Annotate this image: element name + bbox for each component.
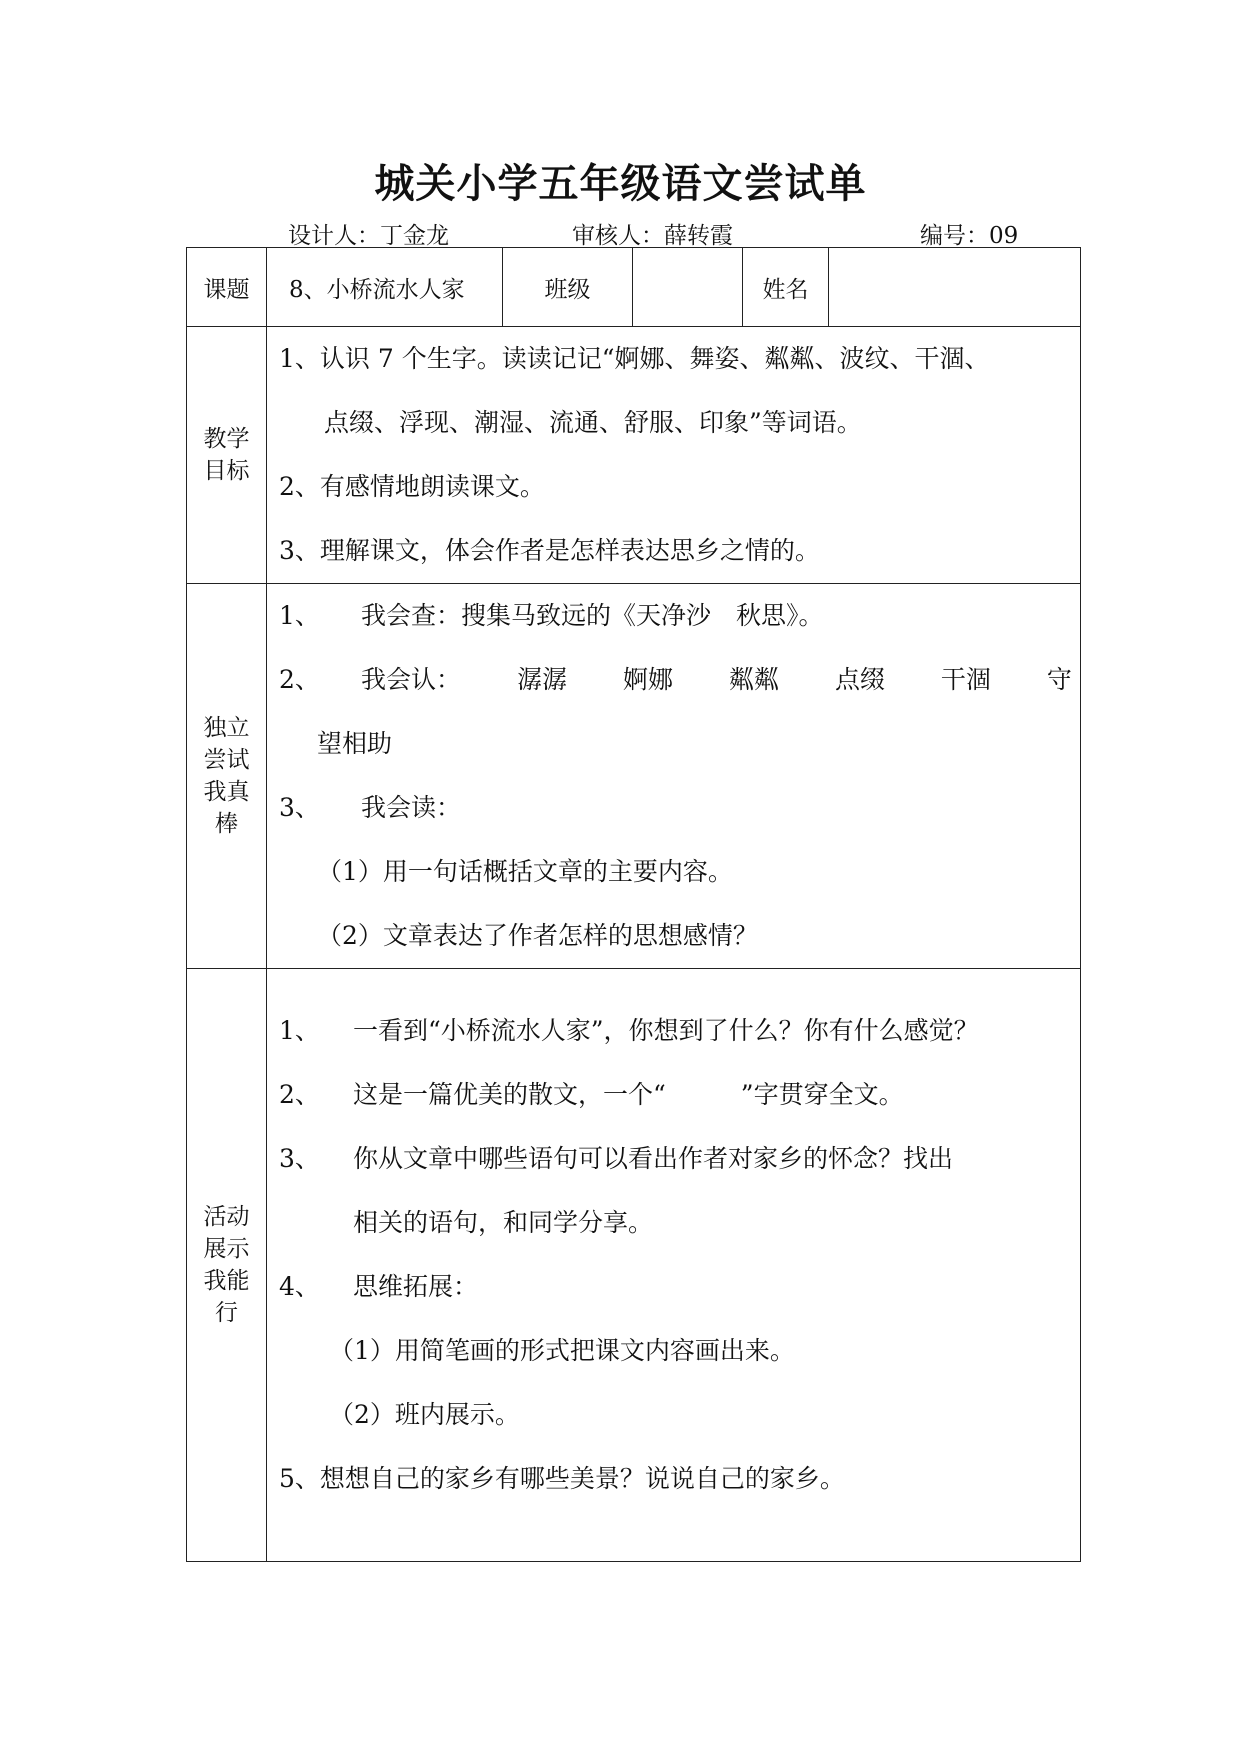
activity-item-4: 4、 思维拓展： <box>279 1272 479 1301</box>
vocab-word: 潺潺 <box>516 665 567 694</box>
goals-label: 教学 目标 <box>187 327 267 584</box>
independent-item-1: 1、 我会查：搜集马致远的《天净沙 秋思》。 <box>279 601 824 630</box>
vocab-word: 粼粼 <box>728 665 779 694</box>
activity-item-5: 5、想想自己的家乡有哪些美景？说说自己的家乡。 <box>279 1464 845 1493</box>
independent-content <box>267 584 1081 969</box>
activity-content <box>267 969 1081 1562</box>
goal-line: 2、有感情地朗读课文。 <box>279 472 545 501</box>
class-value-cell[interactable] <box>633 248 743 327</box>
independent-sub-1: （1）用一句话概括文章的主要内容。 <box>317 857 733 886</box>
class-label: 班级 <box>503 248 633 327</box>
vocab-word: 婀娜 <box>622 665 673 694</box>
activity-item-3: 3、 你从文章中哪些语句可以看出作者对家乡的怀念？找出 <box>279 1144 954 1173</box>
goal-line: 1、认识 7 个生字。读读记记“婀娜、舞姿、粼粼、波纹、干涸、 <box>279 344 990 373</box>
name-label: 姓名 <box>743 248 829 327</box>
vocab-word: 干涸 <box>940 665 991 694</box>
independent-item-2-cont: 望相助 <box>317 729 393 758</box>
header-row <box>187 248 1081 327</box>
page-title: 城关小学五年级语文尝试单 <box>374 160 867 207</box>
designer-info: 设计人：丁金龙 <box>288 223 449 249</box>
activity-row <box>187 969 1081 1562</box>
independent-label: 独立 尝试 我真 棒 <box>187 584 267 969</box>
activity-sub-2: （2）班内展示。 <box>329 1400 520 1429</box>
name-value-cell[interactable] <box>829 248 1081 327</box>
goals-content <box>267 327 1081 584</box>
activity-sub-1: （1）用简笔画的形式把课文内容画出来。 <box>329 1336 795 1365</box>
activity-item-1: 1、 一看到“小桥流水人家”，你想到了什么？你有什么感觉？ <box>279 1016 979 1045</box>
activity-item-3-cont: 相关的语句，和同学分享。 <box>353 1208 654 1237</box>
goal-line: 3、理解课文，体会作者是怎样表达思乡之情的。 <box>279 536 820 565</box>
topic-value: 8、小桥流水人家 <box>267 248 503 327</box>
reviewer-info: 审核人：薛转霞 <box>572 223 733 249</box>
vocab-word: 守 <box>1046 665 1072 694</box>
sheet-number: 编号：09 <box>920 223 1019 249</box>
worksheet-table <box>186 247 1081 1562</box>
activity-label: 活动 展示 我能 行 <box>187 969 267 1562</box>
independent-item-2: 2、 我会认： 潺潺 婀娜 粼粼 点缀 干涸 守 <box>279 648 1072 712</box>
independent-sub-2: （2）文章表达了作者怎样的思想感情？ <box>317 921 758 950</box>
topic-label: 课题 <box>187 248 267 327</box>
independent-item-3: 3、 我会读： <box>279 793 462 822</box>
goal-line: 点缀、浮现、潮湿、流通、舒服、印象”等词语。 <box>324 408 862 437</box>
activity-item-2: 2、 这是一篇优美的散文，一个“ ”字贯穿全文。 <box>279 1080 904 1109</box>
goals-row <box>187 327 1081 584</box>
vocab-word: 点缀 <box>834 665 885 694</box>
independent-row <box>187 584 1081 969</box>
